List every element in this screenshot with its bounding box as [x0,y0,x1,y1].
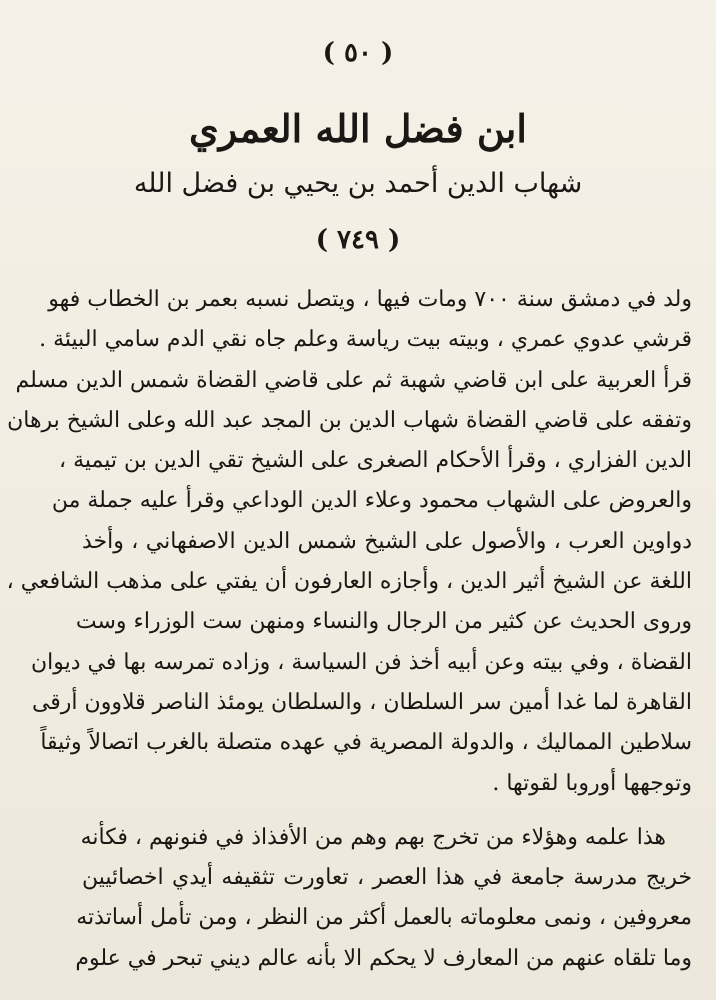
paragraph-1-line-10: القضاة ، وفي بيته وعن أبيه أخذ فن السياسة ، وزاده تمرسه بها في ديوان [31,649,692,675]
paragraph-1-line-2: قرشي عدوي عمري ، وبيته بيت رياسة وعلم جاه نقي الدم سامي البيئة . [39,327,692,353]
paragraph-2-line-1: هذا علمه وهؤلاء من تخرج بهم وهم من الأفذاذ في فنونهم ، فكأنه [80,824,666,850]
paragraph-1-line-7: دواوين العرب ، والأصول على الشيخ شمس الدين الاصفهاني ، وأخذ [82,528,692,554]
chapter-subtitle: شهاب الدين أحمد بن يحيي بن فضل الله [133,168,583,199]
paragraph-1-line-3: قرأ العربية على ابن قاضي شهبة ثم على قاضي القضاة شمس الدين مسلم [15,367,692,393]
paragraph-1-line-1: ولد في دمشق سنة ٧٠٠ ومات فيها ، ويتصل نسبه بعمر بن الخطاب فهو [48,287,692,312]
page-number: ( ٥٠ ) [322,38,394,68]
paragraph-1-line-12: سلاطين المماليك ، والدولة المصرية في عهده متصلة بالغرب اتصالاً وثيقاً [40,730,692,756]
chapter-title: ابن فضل الله العمري [189,106,527,151]
paragraph-2-line-4: وما تلقاه عنهم من المعارف لا يحكم الا بأنه عالم ديني تبحر في علوم [75,945,692,971]
paragraph-1-line-13: وتوجهها أوروبا لقوتها . [492,770,692,796]
paragraph-2-line-3: معروفين ، ونمى معلوماته بالعمل أكثر من النظر ، ومن تأمل أساتذته [76,905,692,931]
paragraph-1-line-6: والعروض على الشهاب محمود وعلاء الدين الوداعي وقرأ عليه جملة من [51,488,692,514]
paragraph-2-line-2: خريج مدرسة جامعة في هذا العصر ، تعاورت تثقيفه أيدي اخصائيين [82,865,692,891]
paragraph-separator [82,804,692,818]
death-year: ( ٧٤٩ ) [315,225,401,255]
paragraph-1-line-4: وتفقه على قاضي القضاة شهاب الدين بن المجد عبد الله وعلى الشيخ برهان [7,407,692,433]
body-text [6,280,692,979]
paragraph-1-line-9: وروى الحديث عن كثير من الرجال والنساء ومنهن ست الوزراء وست [75,609,692,635]
paragraph-1-line-8: اللغة عن الشيخ أثير الدين ، وأجازه العارفون أن يفتي على مذهب الشافعي ، [6,569,692,595]
paragraph-1-line-5: الدين الفزاري ، وقرأ الأحكام الصغرى على الشيخ تقي الدين بن تيمية ، [58,448,692,474]
paragraph-1-line-11: القاهرة لما غدا أمين سر السلطان ، والسلطان يومئذ الناصر قلاوون أرقى [31,689,692,715]
